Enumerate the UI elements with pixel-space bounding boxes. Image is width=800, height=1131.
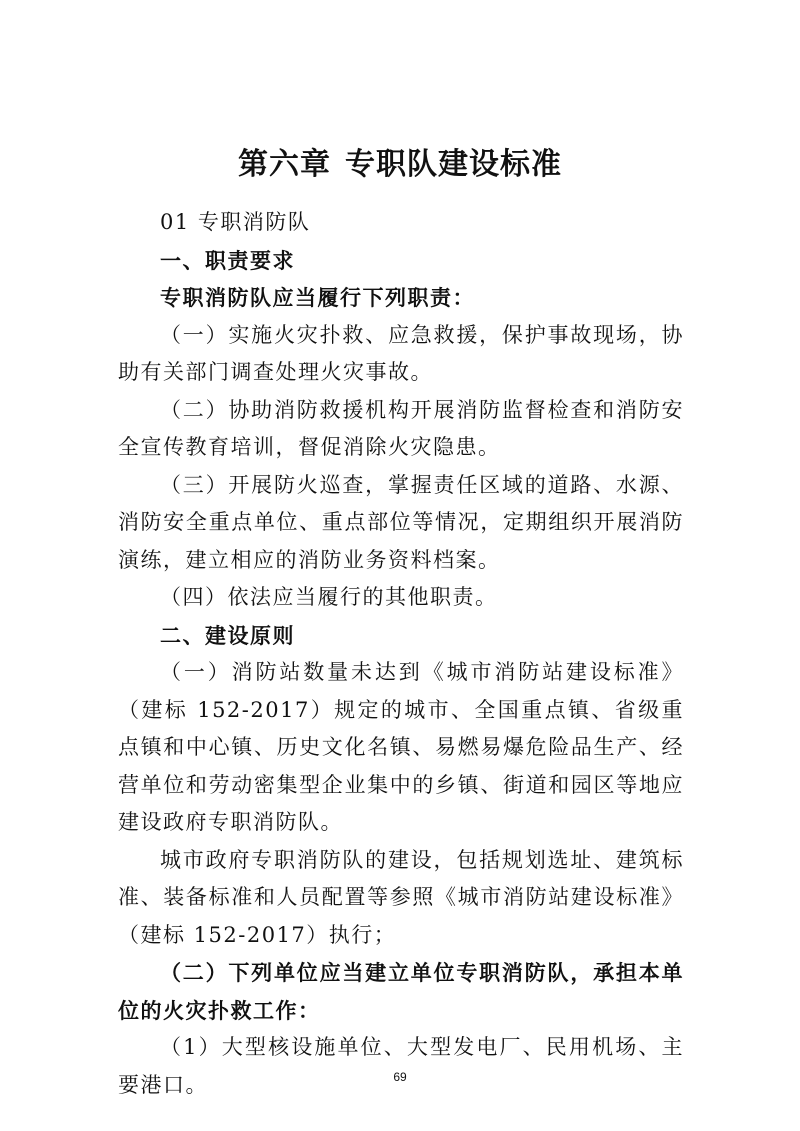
principle-item-2: （二）下列单位应当建立单位专职消防队，承担本单位的火灾扑救工作： [118, 960, 684, 1023]
page-number: 69 [393, 1070, 407, 1084]
document-body [118, 204, 684, 1104]
chapter-title [0, 145, 800, 185]
unit-list-item-1: （1）大型核设施单位、大型发电厂、民用机场、主要港口。 [118, 1035, 684, 1097]
duty-item-3: （三）开展防火巡查，掌握责任区域的道路、水源、消防安全重点单位、重点部位等情况，定期组织开展消防演练，建立相应的消防业务资料档案。 [118, 472, 684, 572]
section-heading-01: 01 专职消防队 [160, 210, 311, 234]
chapter-number: 第六章 [238, 147, 331, 182]
principle-item-1: （一）消防站数量未达到《城市消防站建设标准》（建标 152-2017）规定的城市、全国重点镇、省级重点镇和中心镇、历史文化名镇、易燃易爆危险品生产、经营单位和劳动密集型企业集中的乡镇、街道和园区等地应建设政府专职消防队。 [118, 660, 684, 834]
chapter-name: 专职队建设标准 [345, 147, 562, 182]
principle-note: 城市政府专职消防队的建设，包括规划选址、建筑标准、装备标准和人员配置等参照《城市消防站建设标准》（建标 152-2017）执行； [118, 847, 684, 947]
duty-item-1: （一）实施火灾扑救、应急救援，保护事故现场，协助有关部门调查处理火灾事故。 [118, 322, 684, 384]
heading-principles: 二、建设原则 [160, 622, 295, 648]
duties-intro: 专职消防队应当履行下列职责： [160, 285, 475, 310]
heading-duties: 一、职责要求 [160, 247, 295, 273]
duty-item-4: （四）依法应当履行的其他职责。 [160, 585, 498, 609]
duty-item-2: （二）协助消防救援机构开展消防监督检查和消防安全宣传教育培训，督促消除火灾隐患。 [118, 397, 684, 459]
